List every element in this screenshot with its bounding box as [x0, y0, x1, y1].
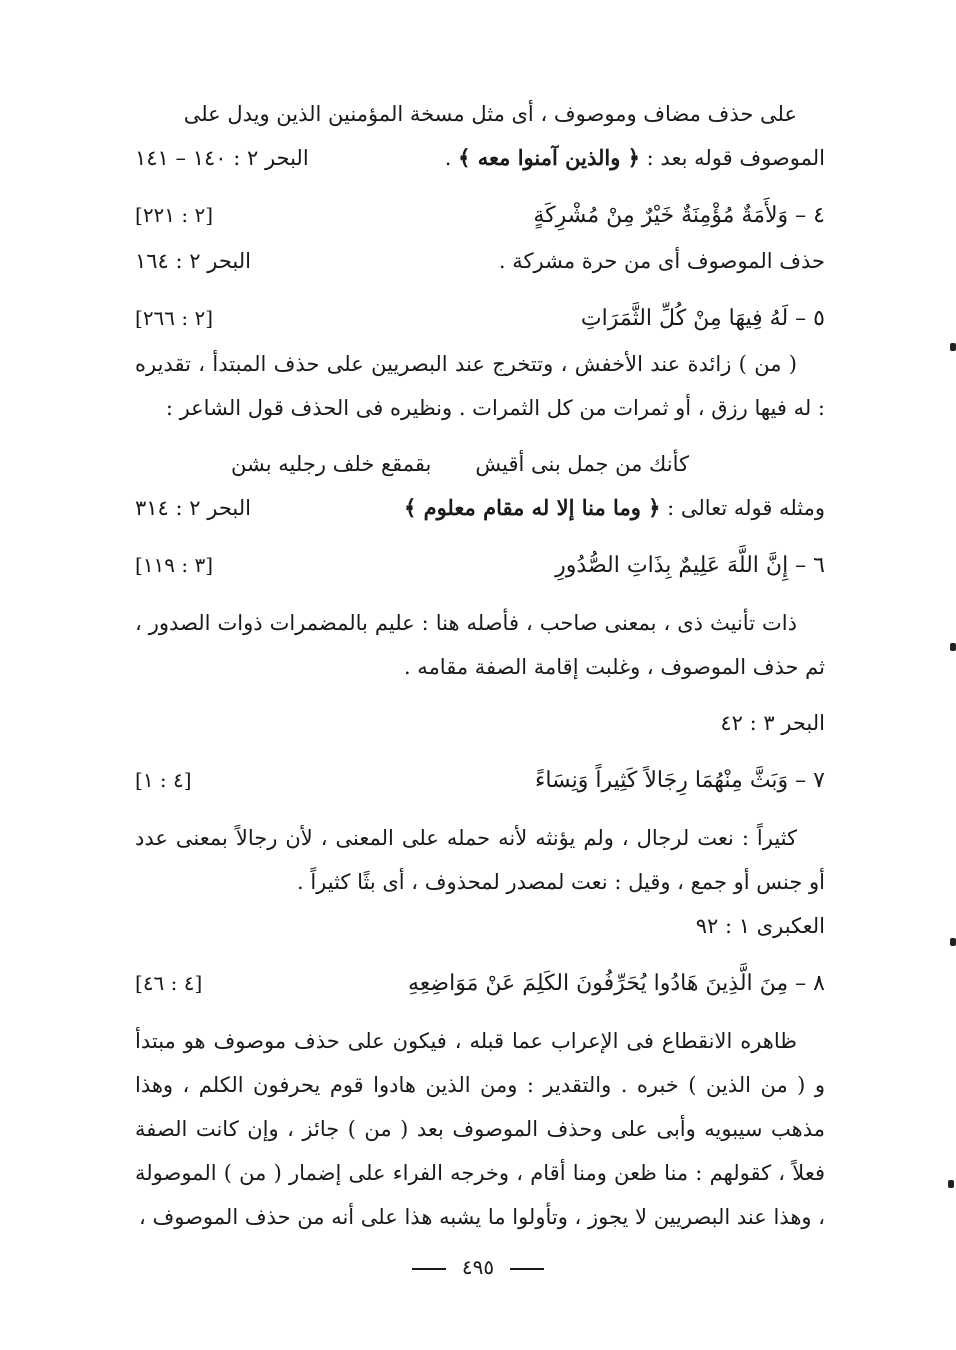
- verse-text: ٦ – إِنَّ اللَّهَ عَلِيمٌ بِذَاتِ الصُّدُورِ: [555, 553, 825, 578]
- scan-mark: [950, 343, 956, 351]
- verse-5: [135, 295, 825, 342]
- verse-reference: [٣ : ١١٩]: [135, 553, 214, 577]
- footer-dash-left: [412, 1268, 446, 1270]
- paragraph-6: كثيراً : نعت لرجال ، ولم يؤنثه لأنه حمله على المعنى ، لأن رجالاً بمعنى عدد أو جنس أو جمع ، وقيل : نعت لمصدر لمحذوف ، أى بثًا كثيراً .: [135, 826, 825, 894]
- verse-text: ٤ – وَلأَمَةٌ مُؤْمِنَةٌ خَيْرٌ مِنْ مُشْرِكَةٍ: [533, 203, 825, 228]
- source-citation: البحر ٢ : ٣١٤: [135, 496, 251, 520]
- quran-quote: ﴿ وما منا إلا له مقام معلوم ﴾: [403, 495, 661, 520]
- source-citation: البحر ٣ : ٤٢: [720, 711, 825, 735]
- verse-6: [135, 542, 825, 589]
- paragraph-4-text: [404, 486, 825, 530]
- paragraph-1-line-1: على حذف مضاف وموصوف ، أى مثل مسخة المؤمنين الذين ويدل على: [183, 102, 797, 126]
- scan-mark: [950, 938, 956, 946]
- paragraph-7: ظاهره الانقطاع فى الإعراب عما قبله ، فيكون على حذف موصوف هو مبتدأ و ( من الذين ) خبره . والتقدير : ومن الذين هادوا قوم يحرفون الكلم ، وهذا مذهب سيبويه وأبى على وحذف الموصوف بعد ( من ) جائز ، وإن كانت الصفة فعلاً ، كقولهم : منا ظعن ومنا أقام ، وخرجه الفراء على إضمار ( من ) الموصولة ، وهذا عند البصريين لا يجوز ، وتأولوا ما يشبه هذا على أنه من حذف الموصوف ،: [135, 1029, 825, 1229]
- verse-reference: [٤ : ٤٦]: [135, 971, 203, 995]
- paragraph-2-text: حذف الموصوف أى من حرة مشركة .: [498, 249, 825, 273]
- poem-verse: [135, 442, 825, 486]
- verse-reference: [٢ : ٢٦٦]: [135, 306, 214, 330]
- verse-7: [135, 757, 825, 804]
- verse-reference: [٤ : ١]: [135, 768, 192, 792]
- verse-text: ٧ – وَبَثَّ مِنْهُمَا رِجَالاً كَثِيراً وَنِسَاءً: [534, 768, 825, 793]
- paragraph-1-line-2: [135, 136, 825, 180]
- scan-mark: [948, 1180, 954, 1188]
- poem-hemistich-left: بقمقع خلف رجليه بشن: [231, 452, 432, 476]
- verse-text: ٨ – مِنَ الَّذِينَ هَادُوا يُحَرِّفُونَ الكَلِمَ عَنْ مَوَاضِعِهِ: [408, 971, 825, 996]
- source-citation: البحر ٢ : ١٤٠ – ١٤١: [135, 146, 309, 170]
- quote-intro: الموصوف قوله بعد :: [646, 146, 825, 170]
- paragraph-1: [135, 92, 825, 136]
- paragraph-5-source-row: [135, 701, 825, 745]
- source-citation: العكبرى ١ : ٩٢: [695, 914, 825, 938]
- verse-8: [135, 960, 825, 1007]
- sentence-end: .: [444, 146, 452, 170]
- paragraph-3: ( من ) زائدة عند الأخفش ، وتتخرج عند البصريين على حذف المبتدأ ، تقديره : له فيها رزق ، أو ثمرات من كل الثمرات . ونظيره فى الحذف قول الشاعر :: [135, 352, 825, 420]
- page-body: [135, 92, 825, 1239]
- scan-mark: [950, 643, 956, 651]
- page-number: ٤٩٥: [461, 1255, 495, 1279]
- verse-text: ٥ – لَهُ فِيهَا مِنْ كُلِّ الثَّمَرَاتِ: [580, 306, 825, 331]
- source-citation: البحر ٢ : ١٦٤: [135, 249, 251, 273]
- verse-reference: [٢ : ٢٢١]: [135, 203, 214, 227]
- paragraph-4: [135, 486, 825, 530]
- paragraph-2: [135, 239, 825, 283]
- quote-intro: ومثله قوله تعالى :: [667, 496, 825, 520]
- page-footer: [0, 1255, 956, 1279]
- quran-quote: ﴿ والذين آمنوا معه ﴾: [458, 145, 640, 170]
- verse-4: [135, 192, 825, 239]
- paragraph-5: ذات تأنيث ذى ، بمعنى صاحب ، فأصله هنا : عليم بالمضمرات ذوات الصدور ، ثم حذف الموصوف ، وغلبت إقامة الصفة مقامه .: [135, 611, 825, 679]
- paragraph-1-line-2-text: [445, 136, 825, 180]
- footer-dash-right: [510, 1268, 544, 1270]
- paragraph-6-source-row: [135, 904, 825, 948]
- poem-hemistich-right: كأنك من جمل بنى أقيش: [475, 452, 689, 476]
